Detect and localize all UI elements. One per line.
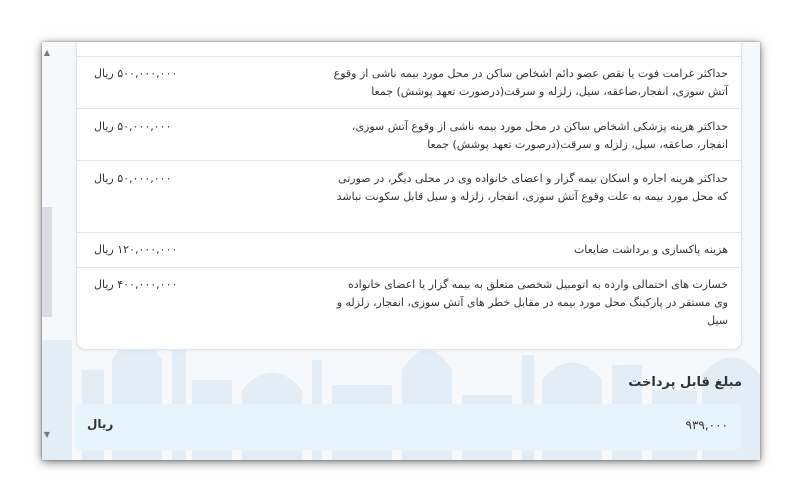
table-row [77,267,741,349]
scrollbar[interactable] [42,42,52,460]
payable-amount-title: مبلغ قابل پرداخت [628,375,742,390]
table-row [77,160,741,232]
payable-amount-value: ۹۳۹,۰۰۰ [685,418,728,432]
coverage-table-card [76,42,742,350]
payable-amount-box [75,404,741,450]
table-row [77,232,741,267]
table-row [77,108,741,160]
coverage-amount: ۱۲۰,۰۰۰,۰۰۰ ریال [94,243,178,256]
scrollbar-thumb[interactable] [42,207,52,317]
coverage-amount: ۵۰,۰۰۰,۰۰۰ ریال [94,120,172,133]
coverage-amount: ۵۰۰,۰۰۰,۰۰۰ ریال [94,67,178,80]
coverage-amount: ۴۰۰,۰۰۰,۰۰۰ ریال [94,278,178,291]
coverage-description: حداکثر غرامت فوت یا نقص عضو دائم اشخاص ساکن در محل مورد بیمه ناشی از وقوع آتش سوزی، انفجار،صاعقه، سیل، زلزله و سرقت(درصورت تعهد پوشش) جمعا [333,67,728,98]
scroll-down-icon[interactable]: ▼ [43,430,51,439]
coverage-description: حداکثر هزینه پزشکی اشخاص ساکن در محل مورد بیمه ناشی از وقوع آتش سوزی، انفجار، صاعقه، سیل، زلزله و سرقت(درصورت تعهد پوشش) جمعا [351,120,728,151]
coverage-amount: ۵۰,۰۰۰,۰۰۰ ریال [94,172,172,185]
scroll-up-icon[interactable]: ▲ [43,48,51,57]
payable-currency: ریال [87,417,114,431]
coverage-description: هزینه پاکسازی و برداشت ضایعات [573,243,728,256]
app-window [42,42,760,460]
table-row [77,56,741,108]
coverage-description: حداکثر هزینه اجاره و اسکان بیمه گزار و اعضای خانواده وی در محلی دیگر، در صورتی که محل مورد بیمه به علت وقوع آتش سوزی، انفجار، زلزله و سیل قابل سکونت نباشد [336,172,728,203]
coverage-description: خسارت های احتمالی وارده به اتومبیل شخصی متعلق به بیمه گزار یا اعضای خانواده وی مستقر در پارکینگ محل مورد بیمه در مقابل خطر های آتش سوزی، انفجار، زلزله و سیل [336,278,728,327]
